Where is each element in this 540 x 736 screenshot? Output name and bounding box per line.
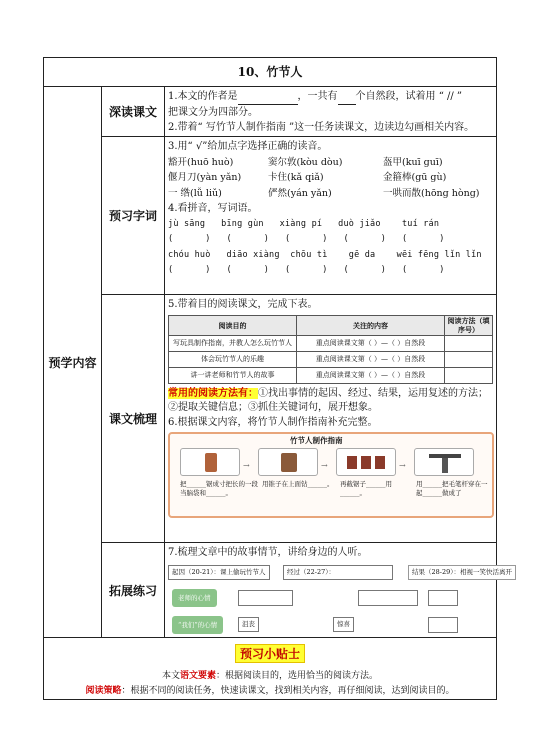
- plot-flowchart: [168, 561, 512, 636]
- table-header: 阅读方法（填序号）: [445, 315, 493, 335]
- step-2-image: [258, 448, 318, 476]
- teacher-mood-blank-1[interactable]: [238, 590, 293, 606]
- table-row: 体会玩竹节人的乐趣 重点阅读课文第（ ）—（ ）自然段: [169, 351, 493, 367]
- arrow-icon: →: [399, 461, 406, 470]
- flow-cause-box: 起因（20-21）：课上偷玩竹节人: [168, 565, 270, 580]
- drilled-piece-icon: [281, 453, 297, 472]
- our-mood-item-2: 惊喜: [333, 617, 354, 632]
- paragraph-count-blank[interactable]: [338, 94, 356, 105]
- guide-title: 竹节人制作指南: [290, 436, 343, 445]
- table-header: 阅读目的: [169, 315, 297, 335]
- methods-label: 常用的阅读方法有：: [168, 387, 258, 399]
- arrow-icon: →: [321, 461, 328, 470]
- row-label-preview: 预习字词: [102, 137, 165, 295]
- step-1-caption[interactable]: 把______锯成寸把长的一段当脑袋和______。: [180, 480, 258, 497]
- bamboo-figure-body-icon: [442, 458, 448, 473]
- question-1-cont: 把课文分为四部分。: [168, 106, 258, 118]
- deep-read-content: [165, 87, 496, 137]
- segment-icon: [375, 456, 385, 469]
- reading-methods: 常用的阅读方法有：①找出事情的起因、经过、结果，运用复述的方法；②提取关键信息；③抓住关键词句，展开想象。: [168, 387, 488, 413]
- pinyin-choice-row-3: 一 绺(lǚ liǔ) 俨然(yán yǎn) 一哄而散(hōng hòng): [168, 187, 480, 199]
- question-3: 3.用“ √”给加点字选择正确的读音。: [168, 141, 328, 152]
- tips-line-1: 本文语文要素：根据阅读目的，选用恰当的阅读方法。: [161, 671, 379, 681]
- row-label-deep-read: 深读课文: [102, 87, 165, 137]
- author-blank[interactable]: [238, 94, 298, 105]
- answer-brackets-2[interactable]: ( ) ( ) ( ) ( ) ( ): [168, 265, 445, 275]
- arrow-icon: →: [243, 461, 250, 470]
- flow-process-box[interactable]: 经过（22-27）：: [283, 565, 393, 580]
- step-4-caption[interactable]: 用______把毛笔杆穿在一起______做成了: [416, 480, 488, 497]
- teacher-mood-label: 老师的心情: [172, 589, 217, 607]
- row-label-comb: 课文梳理: [102, 295, 165, 543]
- extend-content: [165, 543, 512, 638]
- pinyin-line-2: chóu huò diāo xiàng chōu tì gē da wēi fēng lǐn lǐn: [168, 249, 482, 260]
- preview-tips: [44, 638, 496, 699]
- reading-purpose-table: [168, 315, 493, 384]
- table-row: 写玩具制作指南，并教人怎么玩竹节人 重点阅读课文第（ ）—（ ）自然段: [169, 335, 493, 351]
- teacher-mood-blank-2[interactable]: [358, 590, 418, 606]
- comb-content: [165, 295, 496, 543]
- row-label-extend: 拓展练习: [102, 543, 165, 638]
- preview-content: [165, 137, 496, 295]
- teacher-mood-blank-3[interactable]: [428, 590, 458, 606]
- segment-icon: [347, 456, 357, 469]
- step-3-caption[interactable]: 再截锯子______用______。: [340, 480, 392, 497]
- question-6: 6.根据课文内容，将竹节人制作指南补充完整。: [168, 416, 378, 428]
- our-mood-blank[interactable]: [428, 617, 458, 633]
- step-3-image: [336, 448, 396, 476]
- question-7: 7.梳理文章中的故事情节，讲给身边的人听。: [168, 547, 368, 558]
- section-label: 预学内容: [44, 87, 102, 638]
- question-4: 4.看拼音，写词语。: [168, 203, 258, 214]
- making-guide-panel: [168, 432, 494, 518]
- step-1-image: [180, 448, 240, 476]
- tips-title: 预习小贴士: [235, 644, 305, 663]
- question-5: 5.带着目的阅读课文，完成下表。: [168, 299, 318, 310]
- pinyin-choice-row-2: 偃月刀(yàn yǎn) 卡住(kǎ qiǎ) 金箍棒(gū gù): [168, 172, 447, 183]
- pinyin-line-1: jù sāng bīng gùn xiàng pí duò jiǎo tuí rán: [168, 218, 440, 229]
- lesson-title: 10、竹节人: [44, 58, 496, 87]
- tips-line-2: 阅读策略：根据不同的阅读任务，快速读课文，找到相关内容，再仔细阅读，达到阅读目的。: [85, 686, 455, 696]
- step-2-caption[interactable]: 用锥子在上面钻______。: [262, 480, 334, 488]
- question-2: 2.带着“ 写竹节人制作指南 ”这一任务读课文，边读边勾画相关内容。: [168, 122, 475, 133]
- table-row: 讲一讲老师和竹节人的故事 重点阅读课文第（ ）—（ ）自然段: [169, 367, 493, 383]
- flow-result-box: 结果（28-29）：相视一笑快活离开: [408, 565, 516, 580]
- bamboo-piece-icon: [205, 453, 217, 472]
- worksheet-table: [43, 57, 512, 700]
- our-mood-label: “我们”的心情: [172, 616, 223, 634]
- step-4-image: [414, 448, 474, 476]
- answer-brackets-1[interactable]: ( ) ( ) ( ) ( ) ( ): [168, 234, 445, 244]
- pinyin-choice-row-1: 豁开(huō huò) 窦尔敦(kòu dòu) 盔甲(kuī guī): [168, 156, 443, 168]
- table-header: 关注的内容: [297, 315, 445, 335]
- question-1: 1.本文的作者是 ，一共有 个自然段，试着用 “ // ”: [168, 89, 493, 105]
- segment-icon: [361, 456, 371, 469]
- our-mood-item-1: 沮丧: [238, 617, 259, 632]
